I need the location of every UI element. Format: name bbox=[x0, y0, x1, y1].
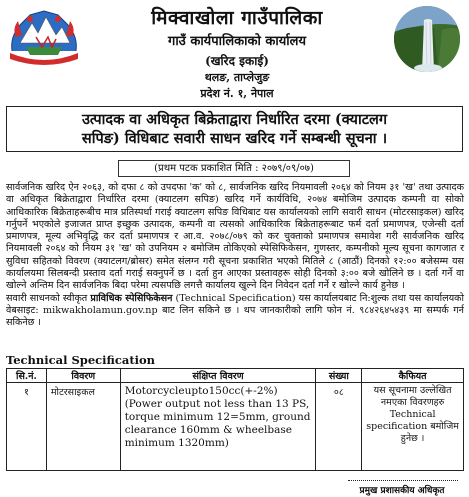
municipality-name: मिक्वाखोला गाउँपालिका bbox=[151, 7, 323, 29]
col-header-remarks: कैफियत bbox=[362, 369, 464, 383]
notice-body bbox=[6, 182, 464, 330]
signature-title: प्रमुख प्रशासकीय अधिकृत bbox=[359, 486, 445, 496]
specification-table bbox=[6, 368, 464, 471]
notice-title-line-1: उत्पादक वा अधिकृत बिक्रेताद्वारा निर्धारित दरमा (क्याटलग bbox=[81, 111, 388, 128]
nepal-emblem-logo bbox=[6, 7, 82, 69]
col-header-description: संक्षिप्त विवरण bbox=[120, 369, 316, 383]
cell-quantity: ०८ bbox=[316, 383, 362, 471]
notice-title-line-2: सपिङ) विधिबाट सवारी साधन खरिद गर्ने सम्बन्धी सूचना । bbox=[81, 130, 388, 147]
cell-item: मोटरसाइकल bbox=[46, 383, 120, 471]
table-header-row bbox=[7, 369, 464, 383]
para2-bold: प्राविधिक स्पेसिफिकेसन bbox=[90, 292, 173, 304]
waterfall-photo bbox=[394, 6, 460, 72]
office-location: थलङ, ताप्लेजुङ bbox=[204, 71, 270, 84]
cell-remarks: यस सूचनामा उल्लेखित नमएका विवरणहरु Technical specification बमोजिम हुनेछ । bbox=[362, 383, 464, 471]
para2-post: (Technical Specification) यस कार्यालयबाट नि:शुल्क तथा यस कार्यालयको वेबसाइट: mikwakholamun.gov.np बाट लिन सकिने छ । थप जानकारीको लागि फोन नं. ९८४२६४५४३९ मा सम्पर्क गर्न सकिनेछ । bbox=[6, 292, 464, 329]
technical-specification-heading: Technical Specification bbox=[6, 353, 156, 367]
col-header-quantity: संख्या bbox=[316, 369, 362, 383]
table-row bbox=[7, 383, 464, 471]
col-header-sn: सि.नं. bbox=[7, 369, 47, 383]
office-name: गाउँ कार्यपालिकाको कार्यालय bbox=[168, 34, 306, 49]
publish-date: (प्रथम पटक प्रकाशित मिति : २०७९/०९/०७) bbox=[118, 160, 350, 177]
province-name: प्रदेश नं. १, नेपाल bbox=[200, 87, 274, 100]
cell-description: Motorcycleupto150cc(+-2%) (Power output not less than 13 PS, torque minimum 12=5mm, ground clearance 160mm & wheelbase minimum 1320mm) bbox=[120, 383, 316, 471]
unit-name: (खरिद इकाई) bbox=[205, 54, 269, 68]
notice-paragraph-2 bbox=[6, 293, 464, 330]
col-header-item: विवरण bbox=[46, 369, 120, 383]
cell-sn: १ bbox=[7, 383, 47, 471]
notice-title-box bbox=[6, 106, 463, 152]
signature-line bbox=[348, 480, 458, 481]
notice-paragraph-1: सार्वजनिक खरिद ऐन २०६३, को दफा ८ को उपदफा 'क' को ८, सार्वजनिक खरिद नियमावली २०६४ को नियम ३१ 'ख' तथा उत्पादक वा अधिकृत बिक्रेताद्वारा निर्धारित दरमा (क्याटलग सपिङ) खरिद गर्ने कार्यविधि, २०७४ बमोजिम उत्पादक कम्पनी वा सोको आधिकारिक बिक्रेताहरूबीच मात्र प्रतिस्पर्धा गराई क्याटलग सपिङ विधिबाट यस कार्यालयको लागि सवारी साधन (मोटरसाइकल) खरिद गर्नुपर्ने भएकोले इजाजत प्राप्त इच्छुक उत्पादक, कम्पनी वा त्यसको आधिकारिक बिक्रेताहरूबाट फर्म दर्ता प्रमाणपत्र, एजेन्सी दर्ता प्रमाणपत्र, मूल्य अभिवृद्धि कर दर्ता प्रमाणपत्र र आ.व. २०७८/०७९ को कर चुक्ताको प्रमाणपत्र समावेश गरी सार्वजनिक खरिद नियमावली २०६४ को नियम ३१ 'ख' को उपनियम २ बमोजिम तोकिएको स्पेसिफिकेसन, गुणस्तर, कम्पनीको मूल्य सूचना कागजात र सुविधा सहितको विवरण (क्याटलग/ब्रोसर) समेत संलग्न गरी सूचना प्रकाशित भएको मितिले ८ (आठौं) दिनको १२:०० बजेसम्म यस कार्यालयमा सिलबन्दी प्रस्ताव दर्ता गराई सक्नुपर्ने छ । दर्ता हुन आएका प्रस्तावहरू सोही दिनको ३:०० बजे खोलिने छ । दर्ता गर्ने वा खोल्ने अन्तिम दिन सार्वजनिक बिदा परेमा त्यसपछि लगत्तै कार्यालय खुल्ने दिन निवेदन दर्ता गर्ने र खोल्ने कार्य हुनेछ । bbox=[6, 182, 464, 292]
para2-pre: सवारी साधनको स्वीकृत bbox=[6, 292, 91, 304]
